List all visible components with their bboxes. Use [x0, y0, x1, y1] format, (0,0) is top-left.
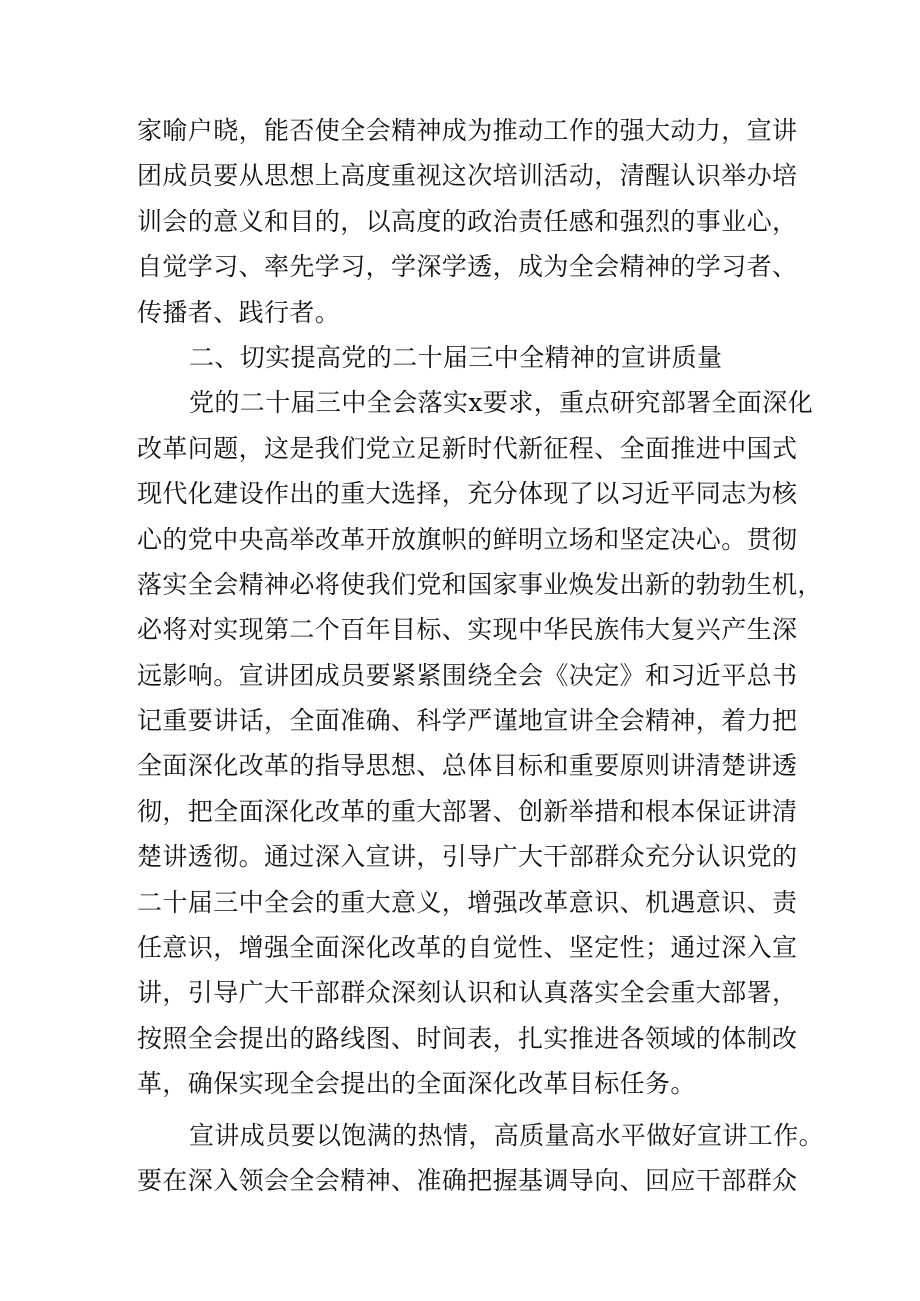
text-line: 改革问题，这是我们党立足新时代新征程、全面推进中国式: [137, 433, 798, 463]
text-line: 远影响。宣讲团成员要紧紧围绕全会《决定》和习近平总书: [137, 660, 798, 690]
text-line: 彻，把全面深化改革的重大部署、创新举措和根本保证讲清: [137, 796, 798, 826]
paragraph-closing: [137, 1113, 825, 1204]
text-line: 必将对实现第二个百年目标、实现中华民族伟大复兴产生深: [137, 615, 798, 645]
text-line: 宣讲成员要以饱满的热情，高质量高水平做好宣讲工作。: [189, 1120, 825, 1150]
text-line: 任意识，增强全面深化改革的自觉性、坚定性；通过深入宣: [137, 933, 798, 963]
text-line: 团成员要从思想上高度重视这次培训活动，清醒认识举办培: [137, 161, 798, 191]
text-line: 传播者、践行者。: [137, 297, 341, 327]
text-line: 讲，引导广大干部群众深刻认识和认真落实全会重大部署，: [137, 978, 798, 1008]
text-line: 要在深入领会全会精神、准确把握基调导向、回应干部群众: [137, 1165, 798, 1195]
section-heading-text: 二、切实提高党的二十届三中全精神的宣讲质量: [189, 342, 723, 372]
text-line: 按照全会提出的路线图、时间表，扎实推进各领域的体制改: [137, 1023, 798, 1053]
text-line: 心的党中央高举改革开放旗帜的鲜明立场和坚定决心。贯彻: [137, 524, 798, 554]
text-line: 楚讲透彻。通过深入宣讲，引导广大干部群众充分认识党的: [137, 842, 798, 872]
text-line: 落实全会精神必将使我们党和国家事业焕发出新的勃勃生机，: [137, 569, 823, 599]
text-line: 自觉学习、率先学习，学深学透，成为全会精神的学习者、: [137, 252, 798, 282]
text-line: 训会的意义和目的，以高度的政治责任感和强烈的事业心，: [137, 206, 798, 236]
text-line: 党的二十届三中全会落实x要求，重点研究部署全面深化: [189, 388, 814, 418]
text-line: 现代化建设作出的重大选择，充分体现了以习近平同志为核: [137, 479, 798, 509]
document-body: [137, 108, 825, 1203]
text-line: 记重要讲话，全面准确、科学严谨地宣讲全会精神，着力把: [137, 706, 798, 736]
text-line: 二十届三中全会的重大意义，增强改革意识、机遇意识、责: [137, 887, 798, 917]
text-line: 全面深化改革的指导思想、总体目标和重要原则讲清楚讲透: [137, 751, 798, 781]
section-heading: [137, 335, 817, 380]
paragraph-main: [137, 380, 823, 1106]
text-line: 家喻户晓，能否使全会精神成为推动工作的强大动力，宣讲: [137, 116, 798, 145]
text-line: 革，确保实现全会提出的全面深化改革目标任务。: [137, 1069, 696, 1099]
paragraph-intro: [137, 108, 817, 335]
